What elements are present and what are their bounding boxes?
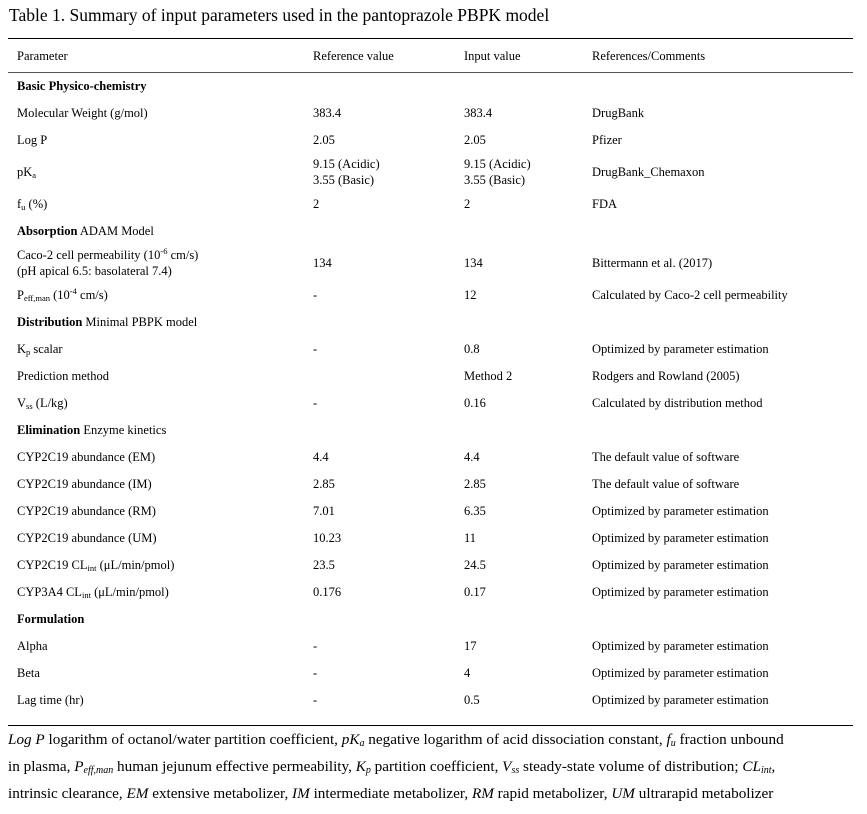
cell-parameter: CYP2C19 $CL_{int}$ (μL/min/pmol) [17,557,175,573]
table-row [8,524,853,551]
cell-input: 0.16 [464,395,486,410]
cell-comment: Optimized by parameter estimation [592,530,769,545]
cell-input: 0.17 [464,584,486,599]
table-row [8,190,853,217]
cell-parameter: Caco-2 cell permeability ($10^{-6}$ cm/s) (pH apical 6.5: basolateral 7.4) [17,245,199,278]
parameters-table [8,39,853,713]
cell-reference: 9.15 (Acidic) 3.55 (Basic) [313,156,380,187]
cell-input: 134 [464,255,483,270]
cell-parameter: Beta [17,665,40,680]
cell-reference: 7.01 [313,503,335,518]
column-header-parameter: Parameter [17,48,68,63]
cell-input: 12 [464,287,477,302]
section-title: Absorption ADAM Model [17,223,154,238]
footnote-line-2: in plasma, $P_{eff,man}$ human jejunum effective permeability, $K_p$ partition coefficient, $V_{ss}$ steady-state volume of distribution; $CL_{int}$, [8,758,776,776]
cell-comment: The default value of software [592,476,740,491]
cell-reference: - [313,341,318,356]
cell-reference: 4.4 [313,449,329,464]
table-row [8,281,853,308]
table-row [8,244,853,281]
footnote-line-1: Log P logarithm of octanol/water partition coefficient, $pK_a$ negative logarithm of acid dissociation constant, $f_u$ fraction unbound [8,731,784,749]
table-row [8,497,853,524]
table-row [8,335,853,362]
footnote-line-3: intrinsic clearance, EM extensive metabolizer, IM intermediate metabolizer, RM rapid metabolizer, UM ultrarapid metabolizer [8,785,774,802]
cell-reference: 134 [313,255,332,270]
cell-comment: Optimized by parameter estimation [592,341,769,356]
table-row [8,362,853,389]
cell-parameter: CYP2C19 abundance (UM) [17,530,157,545]
cell-parameter: CYP2C19 abundance (EM) [17,449,156,464]
table-row [8,389,853,416]
section-row-elimination [8,416,853,443]
table-row [8,126,853,153]
table-row [8,659,853,686]
cell-input: 6.35 [464,503,486,518]
cell-reference: - [313,665,318,680]
column-header-comments: References/Comments [592,48,706,63]
cell-parameter: $K_p$ scalar [17,341,63,357]
cell-input: 0.8 [464,341,480,356]
cell-parameter: Alpha [17,638,48,653]
cell-reference: 23.5 [313,557,335,572]
cell-input: 4.4 [464,449,480,464]
cell-input: 0.5 [464,692,480,707]
section-row-basic [8,72,853,99]
cell-comment: Rodgers and Rowland (2005) [592,368,740,383]
section-row-formulation [8,605,853,632]
cell-comment: Bittermann et al. (2017) [592,255,713,270]
cell-reference: - [313,395,318,410]
cell-reference: 383.4 [313,105,342,120]
section-title: Elimination Enzyme kinetics [17,422,167,437]
cell-comment: Optimized by parameter estimation [592,584,769,599]
table-footnote [8,726,860,807]
cell-parameter: $pK_a$ [17,164,37,180]
cell-input: Method 2 [464,368,513,383]
cell-input: 17 [464,638,477,653]
table-row [8,99,853,126]
table-row [8,551,853,578]
cell-reference: - [313,287,318,302]
table-row [8,578,853,605]
cell-comment: Optimized by parameter estimation [592,503,769,518]
cell-input: 2.05 [464,132,486,147]
cell-reference: 2 [313,196,320,211]
cell-comment: Optimized by parameter estimation [592,692,769,707]
section-title: Basic Physico-chemistry [17,78,147,93]
cell-parameter: Lag time (hr) [17,692,84,707]
cell-comment: FDA [592,196,618,211]
cell-reference: - [313,692,318,707]
cell-input: 9.15 (Acidic) 3.55 (Basic) [464,156,531,187]
cell-parameter: CYP2C19 abundance (IM) [17,476,152,491]
cell-reference: 2.05 [313,132,335,147]
cell-reference: 10.23 [313,530,342,545]
section-title: Formulation [17,611,85,626]
table-header-row [8,39,853,72]
cell-reference [304,362,455,389]
column-header-input: Input value [464,48,521,63]
cell-parameter: CYP3A4 $CL_{int}$ (μL/min/pmol) [17,584,169,600]
cell-input: 24.5 [464,557,486,572]
cell-comment: Optimized by parameter estimation [592,638,769,653]
cell-parameter: $P_{eff,man}$ ($10^{-4}$ cm/s) [17,285,108,303]
cell-comment: Calculated by distribution method [592,395,763,410]
table-row [8,470,853,497]
column-header-reference: Reference value [313,48,394,63]
cell-input: 383.4 [464,105,493,120]
cell-parameter: Molecular Weight (g/mol) [17,105,148,120]
cell-reference: - [313,638,318,653]
cell-input: 2.85 [464,476,486,491]
cell-comment: Optimized by parameter estimation [592,665,769,680]
cell-parameter: $V_{ss}$ (L/kg) [17,395,68,411]
cell-comment: Calculated by Caco-2 cell permeability [592,287,788,302]
section-title: Distribution Minimal PBPK model [17,314,198,329]
cell-input: 4 [464,665,471,680]
table-caption: Table 1. Summary of input parameters used in the pantoprazole PBPK model [9,5,550,25]
section-row-absorption [8,217,853,244]
section-row-distribution [8,308,853,335]
cell-input: 11 [464,530,477,545]
cell-parameter: $f_u$ (%) [17,196,48,212]
cell-input: 2 [464,196,471,211]
cell-reference: 2.85 [313,476,335,491]
cell-comment: Optimized by parameter estimation [592,557,769,572]
table-row [8,632,853,659]
table-row [8,153,853,190]
cell-comment: Pfizer [592,132,622,147]
cell-reference: 0.176 [313,584,342,599]
cell-comment: DrugBank [592,105,645,120]
cell-parameter: Log P [17,132,48,147]
table-row [8,686,853,713]
table-row [8,443,853,470]
cell-parameter: Prediction method [17,368,109,383]
cell-parameter: CYP2C19 abundance (RM) [17,503,156,518]
cell-comment: DrugBank_Chemaxon [592,164,705,179]
cell-comment: The default value of software [592,449,740,464]
